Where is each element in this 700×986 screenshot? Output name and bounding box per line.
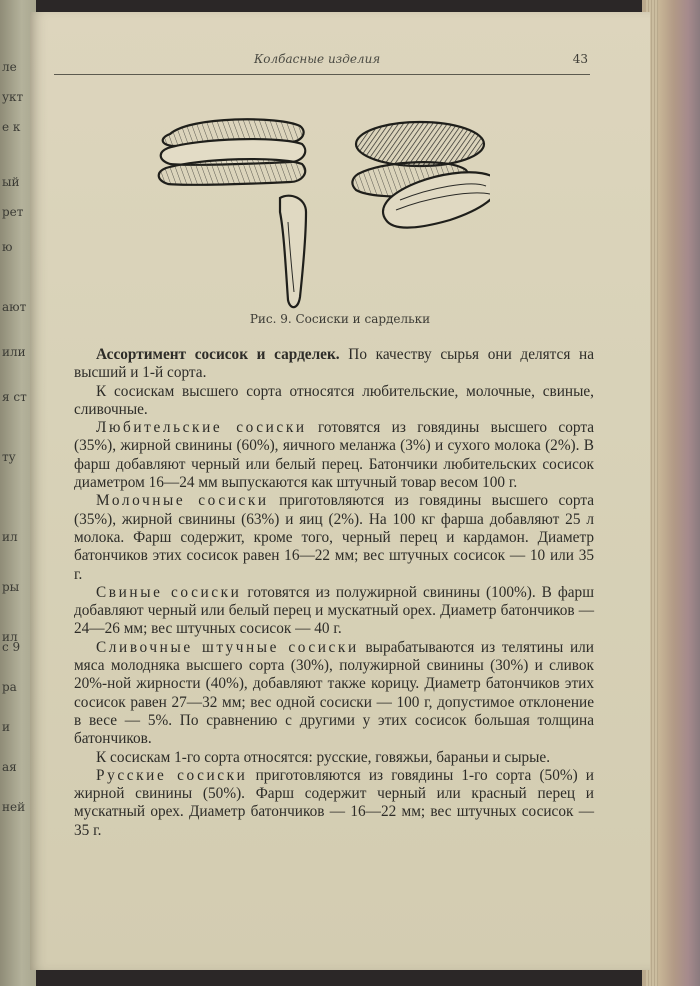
left-page-fragment: ра: [2, 680, 17, 694]
paragraph-text: готовятся из говядины высшего сорта (35%), жирной свинины (60%), яичного меланжа (3%) и сухого молока (2%). В фарш добавляют черный или белый перец. Батончики любительских сосисок диаметром 16—24 мм выпускаются как штучный товар весом 100 г.: [74, 419, 594, 492]
left-page-fragment: ю: [2, 240, 13, 254]
paragraph: [74, 767, 594, 840]
paragraph: [74, 492, 594, 583]
paragraph: [74, 383, 594, 420]
left-page-fragment: ая: [2, 760, 17, 774]
book-page: [30, 12, 650, 970]
term: Молочные сосиски: [96, 492, 269, 510]
paragraph: [74, 639, 594, 749]
paragraph-text: приготовляются из говядины высшего сорта (35%), жирной свинины (63%) и яиц (2%). На 100 кг фарша добавляют 25 л молока. Фарш содержит, кроме того, черный перец и кардамон. Диаметр батончиков этих сосисок равен 16—22 мм; вес штучных сосисок — 10 или 35 г.: [74, 492, 594, 583]
paragraph: [74, 419, 594, 492]
term: Сливочные штучные сосиски: [96, 638, 359, 656]
term: Русские сосиски: [96, 766, 248, 784]
section-heading: Ассортимент сосисок и сарделек.: [96, 346, 340, 363]
paragraph-text: приготовляются из говядины 1-го сорта (50%) и жирной свинины (50%). Фарш содержит черный или красный перец и мускатный орех. Диаметр батончиков — 16—22 мм; вес штучных сосисок — 35 г.: [74, 766, 594, 839]
left-page-fragment: рет: [2, 205, 24, 219]
left-page-fragment: ры: [2, 580, 20, 594]
left-page-fragment: я ст: [2, 390, 27, 404]
paragraph: [74, 749, 594, 767]
sausages-illustration-icon: [130, 102, 490, 322]
left-page-fragment: укт: [2, 90, 24, 104]
left-page-fragment: с 9: [2, 640, 21, 654]
left-page-fragment: ил: [2, 530, 18, 544]
left-page-fragment: ней: [2, 800, 26, 814]
paragraph-text: вырабатываются из телятины или мяса молодняка высшего сорта (30%), полужирной свинины (30%) и сливок 20%-ной жирности (40%), добавляют также корицу. Диаметр батончиков этих сосисок равен 27—32 мм; вес одной сосиски — 100 г, допустимое отклонение в весе — 5%. По сравнению с другими у этих сосисок большая толщина батончиков.: [74, 638, 594, 748]
left-page-fragment: или: [2, 345, 26, 359]
left-page-fragment: ле: [2, 60, 17, 74]
left-page-fragment: ают: [2, 300, 27, 314]
term: Любительские сосиски: [96, 419, 307, 437]
body-text: [74, 346, 594, 840]
left-page-fragment: ту: [2, 450, 16, 464]
left-page-fragment: ый: [2, 175, 20, 189]
paragraph-text: готовятся из полужирной свинины (100%). В фарш добавляют черный или белый перец и мускатный орех. Диаметр батончиков — 24—26 мм; вес штучных сосисок — 40 г.: [74, 583, 594, 638]
paragraph-text: К сосискам 1-го сорта относятся: русские, говяжьи, бараньи и сырые.: [96, 748, 551, 766]
left-page-fragment: и: [2, 720, 10, 734]
figure-caption: Рис. 9. Сосиски и сардельки: [249, 312, 431, 326]
page-header: [54, 52, 590, 75]
paragraph: [74, 346, 594, 383]
running-head: Колбасные изделия: [254, 52, 381, 66]
left-page-fragment: ил: [2, 630, 18, 644]
paragraph: [74, 584, 594, 639]
paragraph-text: По качеству сырья они делятся на высший и 1-й сорта.: [74, 346, 594, 382]
left-page-fragment: е к: [2, 120, 21, 134]
term: Свиные сосиски: [96, 583, 242, 601]
paragraph-text: К сосискам высшего сорта относятся любительские, молочные, свиные, сливочные.: [74, 382, 594, 418]
page-number: 43: [572, 52, 588, 66]
